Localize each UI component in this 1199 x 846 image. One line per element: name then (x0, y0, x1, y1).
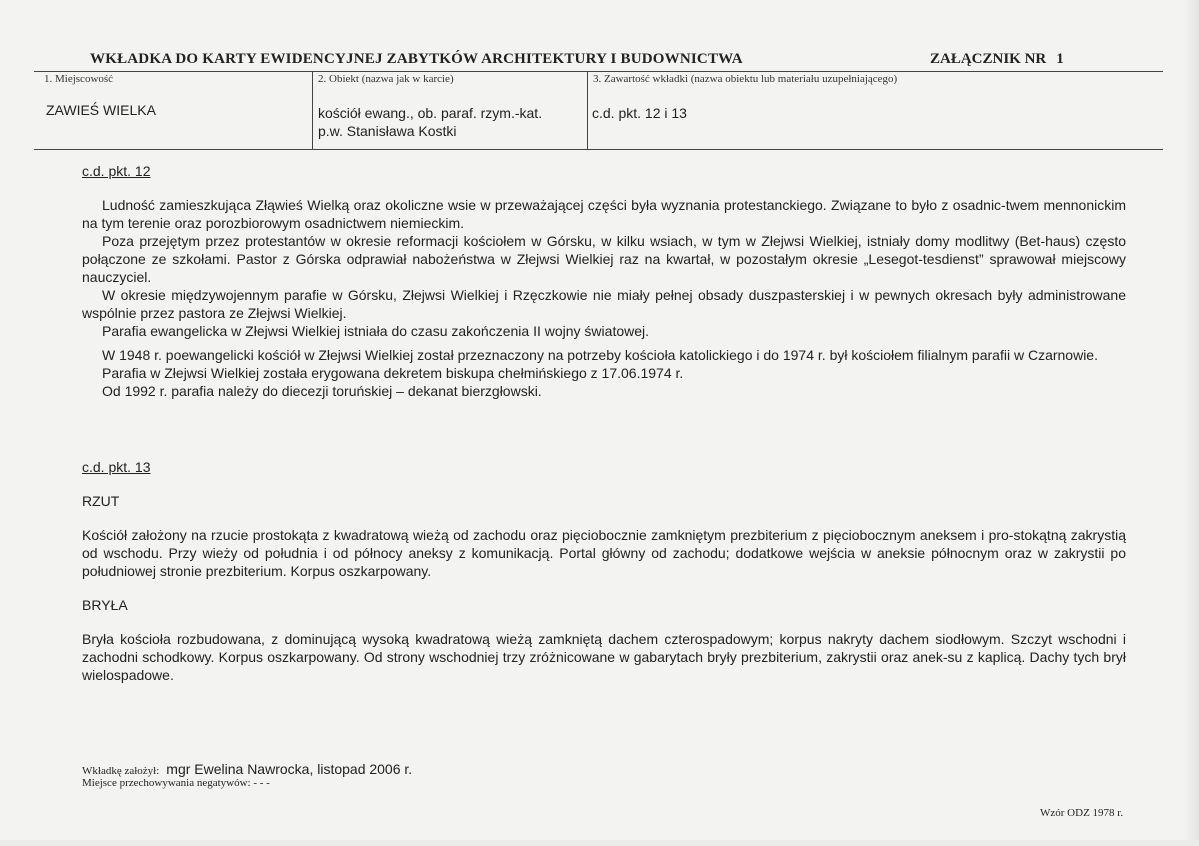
footer-storage (82, 777, 270, 789)
column-label-locality: 1. Miejscowość (44, 73, 114, 85)
section-12-paragraph-7: Od 1992 r. parafia należy do diecezji toruńskiej – dekanat bierzgłowski. (102, 383, 542, 399)
header-rule-bottom (34, 149, 1163, 150)
rzut-title: RZUT (82, 493, 120, 509)
column-divider-2 (587, 71, 588, 150)
section-13 (82, 458, 1126, 684)
bryla-title: BRYŁA (82, 597, 128, 613)
section-12-paragraph-4: Parafia ewangelicka w Złejwsi Wielkiej istniała do czasu zakończenia II wojny światowej. (102, 323, 650, 339)
annex-number: 1 (1056, 51, 1064, 67)
section-12-paragraph-5: W 1948 r. poewangelicki kościół w Złejwsi Wielkiej został przeznaczony na potrzeby kościoła katolickiego i do 1974 r. był kościołem filialnym parafii w Czarnowie. (102, 347, 1098, 363)
locality-value (46, 101, 156, 119)
section-12-paragraph-3: W okresie międzywojennym parafie w Górsku, Złejwsi Wielkiej i Rzęczkowie nie miały pełnej obsady duszpasterskiej i w pewnych okresach były administrowane wspólnie przez pastora ze Złejwsi Wielkiej. (82, 287, 1126, 321)
section-12-paragraph-2: Poza przejętym przez protestantów w okresie reformacji kościołem w Górsku, w kilku wsiach, w tym w Złejwsi Wielkiej, istniały domy modlitwy (Bet-haus) często połączone ze szkołami. Pastor z Górska odprawiał nabożeństwa w Złejwsi Wielkiej raz na kwartał, w pozostałym okresie „Lesegot-tesdienst” sprawował miejscowy nauczyciel. (82, 233, 1126, 285)
column-label-contents: 3. Zawartość wkładki (nazwa obiektu lub materiału uzupełniającego) (593, 73, 898, 85)
object-value-line-2: p.w. Stanisława Kostki (318, 123, 457, 139)
storage-label: Miejsce przechowywania negatywów: (82, 777, 251, 789)
contents-value (592, 104, 687, 122)
object-value-line-1: kościół ewang., ob. paraf. rzym.-kat. (318, 105, 543, 121)
column-label-object: 2. Obiekt (nazwa jak w karcie) (318, 73, 454, 85)
bryla-text: Bryła kościoła rozbudowana, z dominującą wysoką kwadratową wieżą zamkniętą dachem czterospadowym; korpus nakryty dachem siodłowym. Szczyt wschodni i zachodni schodkowy. Korpus oszkarpowany. Od strony wschodniej trzy zróżnicowane w gabarytach bryły prezbiterium, zakrystii oraz anek-su z kaplicą. Dachy tych brył wielospadowe. (82, 631, 1126, 683)
document-title: WKŁADKA DO KARTY EWIDENCYJNEJ ZABYTKÓW ARCHITEKTURY I BUDOWNICTWA (90, 51, 743, 67)
founder-label: Wkładkę założył: (82, 765, 160, 777)
section-12 (82, 162, 1126, 400)
founder-value: mgr Ewelina Nawrocka, listopad 2006 r. (166, 761, 413, 777)
rzut-text: Kościół założony na rzucie prostokąta z kwadratową wieżą od zachodu oraz pięciobocznie zamkniętym prezbiterium z pięciobocznym aneksem i pro-stokątną zakrystią od wschodu. Przy wieży od południa i od północy aneksy z komunikacją. Portal główny od zachodu; dodatkowe wejścia w aneksie północnym oraz w zakrystii po południowej stronie prezbiterium. Korpus oszkarpowany. (82, 527, 1126, 579)
section-12-heading: c.d. pkt. 12 (82, 163, 151, 179)
column-divider-1 (312, 71, 313, 150)
annex-label (930, 51, 1064, 68)
header-rule-top (34, 71, 1163, 72)
paper-edge-right (1185, 0, 1199, 846)
annex-label-text: ZAŁĄCZNIK NR (930, 51, 1047, 67)
object-value (318, 104, 542, 140)
section-12-paragraph-1: Ludność zamieszkująca Złąwieś Wielką oraz okoliczne wsie w przeważającej części była wyznania protestanckiego. Związane to było z osadnic-twem mennonickim na tym terenie oraz porozbiorowym osadnictwem niemieckim. (82, 197, 1126, 231)
storage-value: - - - (253, 777, 270, 789)
section-12-paragraph-6: Parafia w Złejwsi Wielkiej została erygowana dekretem biskupa chełmińskiego z 17.06.1974 r. (102, 365, 684, 381)
form-code: Wzór ODZ 1978 r. (1040, 807, 1124, 819)
contents-value-line: c.d. pkt. 12 i 13 (592, 105, 687, 121)
section-13-heading: c.d. pkt. 13 (82, 459, 151, 475)
locality-value-line: ZAWIEŚ WIELKA (46, 102, 156, 118)
paper-edge-bottom (0, 840, 1199, 846)
